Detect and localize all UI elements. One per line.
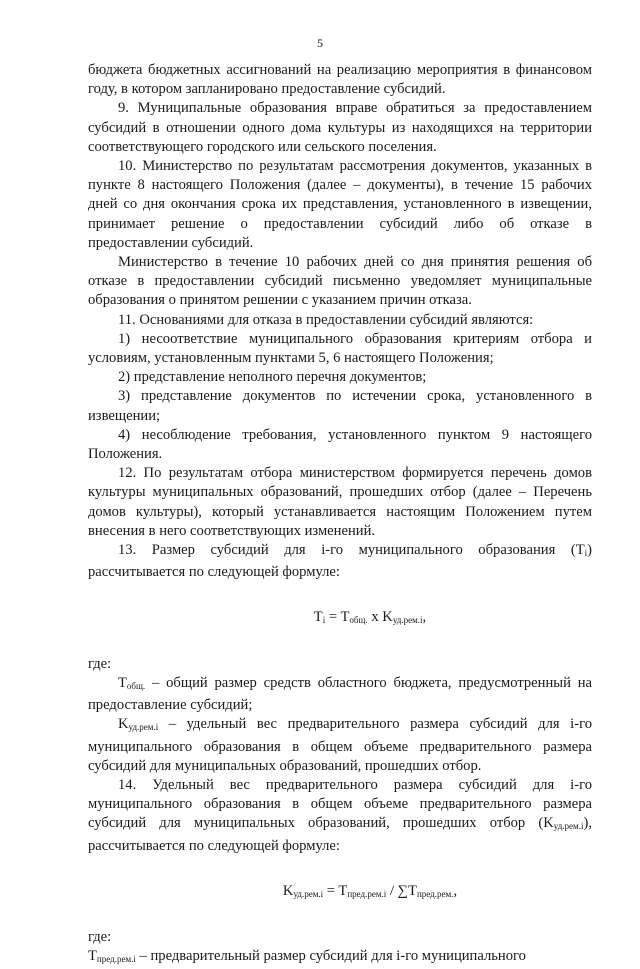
definition-k-share xyxy=(88,715,592,776)
definition-t-total xyxy=(88,674,592,715)
formula1-end: , xyxy=(422,609,427,626)
paragraph-11-item-3: 3) представление документов по истечении срока, установленного в извещении; xyxy=(88,388,592,424)
formula-subsidy-size xyxy=(88,608,592,630)
paragraph-13-text-a: 13. Размер субсидий для i-го муниципального образования (T xyxy=(118,542,585,559)
formula2-t-subscript: пред.рем.i xyxy=(347,888,387,899)
paragraph-11: 11. Основаниями для отказа в предоставлении субсидий являются: xyxy=(118,311,534,328)
definition-t-preliminary-text: – предварительный размер субсидий для i-го муниципального xyxy=(135,948,526,965)
paragraph-14-text-a: 14. Удельный вес предварительного размера субсидий для i-го муниципального образования в общем объеме предварительного размера субсидий для муниципальных образований, прошедших отбор (K xyxy=(88,776,592,832)
formula1-t-subscript: общ. xyxy=(349,615,368,626)
definition-k-share-text: – удельный вес предварительного размера субсидий для i-го муниципального образования в общем объеме предварительного размера субсидий для муниципальных образований, прошедших отбор. xyxy=(88,716,592,774)
formula1-multiply-k: x K xyxy=(367,609,393,626)
definition-k-share-symbol: K xyxy=(118,716,129,733)
formula2-divide-sum: / ∑T xyxy=(386,882,417,899)
formula2-end: , xyxy=(453,882,458,899)
formula1-lhs-subscript: i xyxy=(322,615,326,626)
paragraph-13 xyxy=(88,541,592,582)
formula2-lhs-subscript: уд.рем.i xyxy=(293,888,324,899)
paragraph-10: 10. Министерство по результатам рассмотрения документов, указанных в пункте 8 настоящего Положения (далее – документы), в течение 15 рабочих дней со дня окончания срока их представления, установленного в извещении, принимает решение о предоставлении субсидий либо об отказе в предоставлении субсидий. xyxy=(88,158,592,251)
paragraph-11-item-1: 1) несоответствие муниципального образования критериям отбора и условиям, установленным пунктами 5, 6 настоящего Положения; xyxy=(88,330,592,367)
definition-t-preliminary xyxy=(88,947,592,969)
formula1-equals-t: = T xyxy=(325,609,350,626)
paragraph-12: 12. По результатам отбора министерством формируется перечень домов культуры муниципальных образований, прошедших отбор (далее – Перечень домов культуры), который устанавливается настоящим Положением путем внесения в него соответствующих изменений. xyxy=(88,465,592,539)
document-body xyxy=(88,61,592,969)
page-number: 5 xyxy=(317,36,323,50)
definition-t-total-subscript: общ. xyxy=(126,680,146,691)
where-label-1: где: xyxy=(88,655,112,672)
paragraph-13-text-b: ) рассчитывается по следующей формуле: xyxy=(88,542,592,581)
formula2-sum-subscript: пред.рем. xyxy=(416,888,454,899)
formula-share xyxy=(88,882,592,904)
definition-t-preliminary-symbol: T xyxy=(88,948,97,965)
where-label-2: где: xyxy=(88,928,112,945)
paragraph-14 xyxy=(88,776,592,856)
paragraph-14-subscript: уд.рем.i xyxy=(553,821,584,832)
formula2-lhs: K xyxy=(282,882,294,899)
definition-t-preliminary-subscript: пред.рем.i xyxy=(96,954,136,965)
paragraph-11-item-4: 4) несоблюдение требования, установленного пунктом 9 настоящего Положения. xyxy=(88,426,592,463)
paragraph-11-item-2: 2) представление неполного перечня документов; xyxy=(118,369,427,386)
paragraph-13-subscript: i xyxy=(584,548,588,559)
definition-k-share-subscript: уд.рем.i xyxy=(128,722,159,733)
formula2-equals-t: = T xyxy=(323,882,348,899)
definition-t-total-text: – общий размер средств областного бюджета, предусмотренный на предоставление субсидий; xyxy=(88,674,592,714)
paragraph-continuation: бюджета бюджетных ассигнований на реализацию мероприятия в финансовом году, в котором запланировано предоставление субсидий. xyxy=(88,62,592,98)
formula1-k-subscript: уд.рем.i xyxy=(392,615,423,626)
paragraph-14-text-b: ), рассчитывается по следующей формуле: xyxy=(88,815,592,854)
paragraph-10-notice: Министерство в течение 10 рабочих дней со дня принятия решения об отказе в предоставлении субсидий письменно уведомляет муниципальные образования о принятом решении с указанием причин отказа. xyxy=(88,254,592,309)
formula1-lhs: T xyxy=(313,609,323,626)
paragraph-9: 9. Муниципальные образования вправе обратиться за предоставлением субсидий в отношении одного дома культуры из находящихся на территории соответствующего городского или сельского поселения. xyxy=(88,100,592,155)
definition-t-total-symbol: T xyxy=(118,674,127,691)
